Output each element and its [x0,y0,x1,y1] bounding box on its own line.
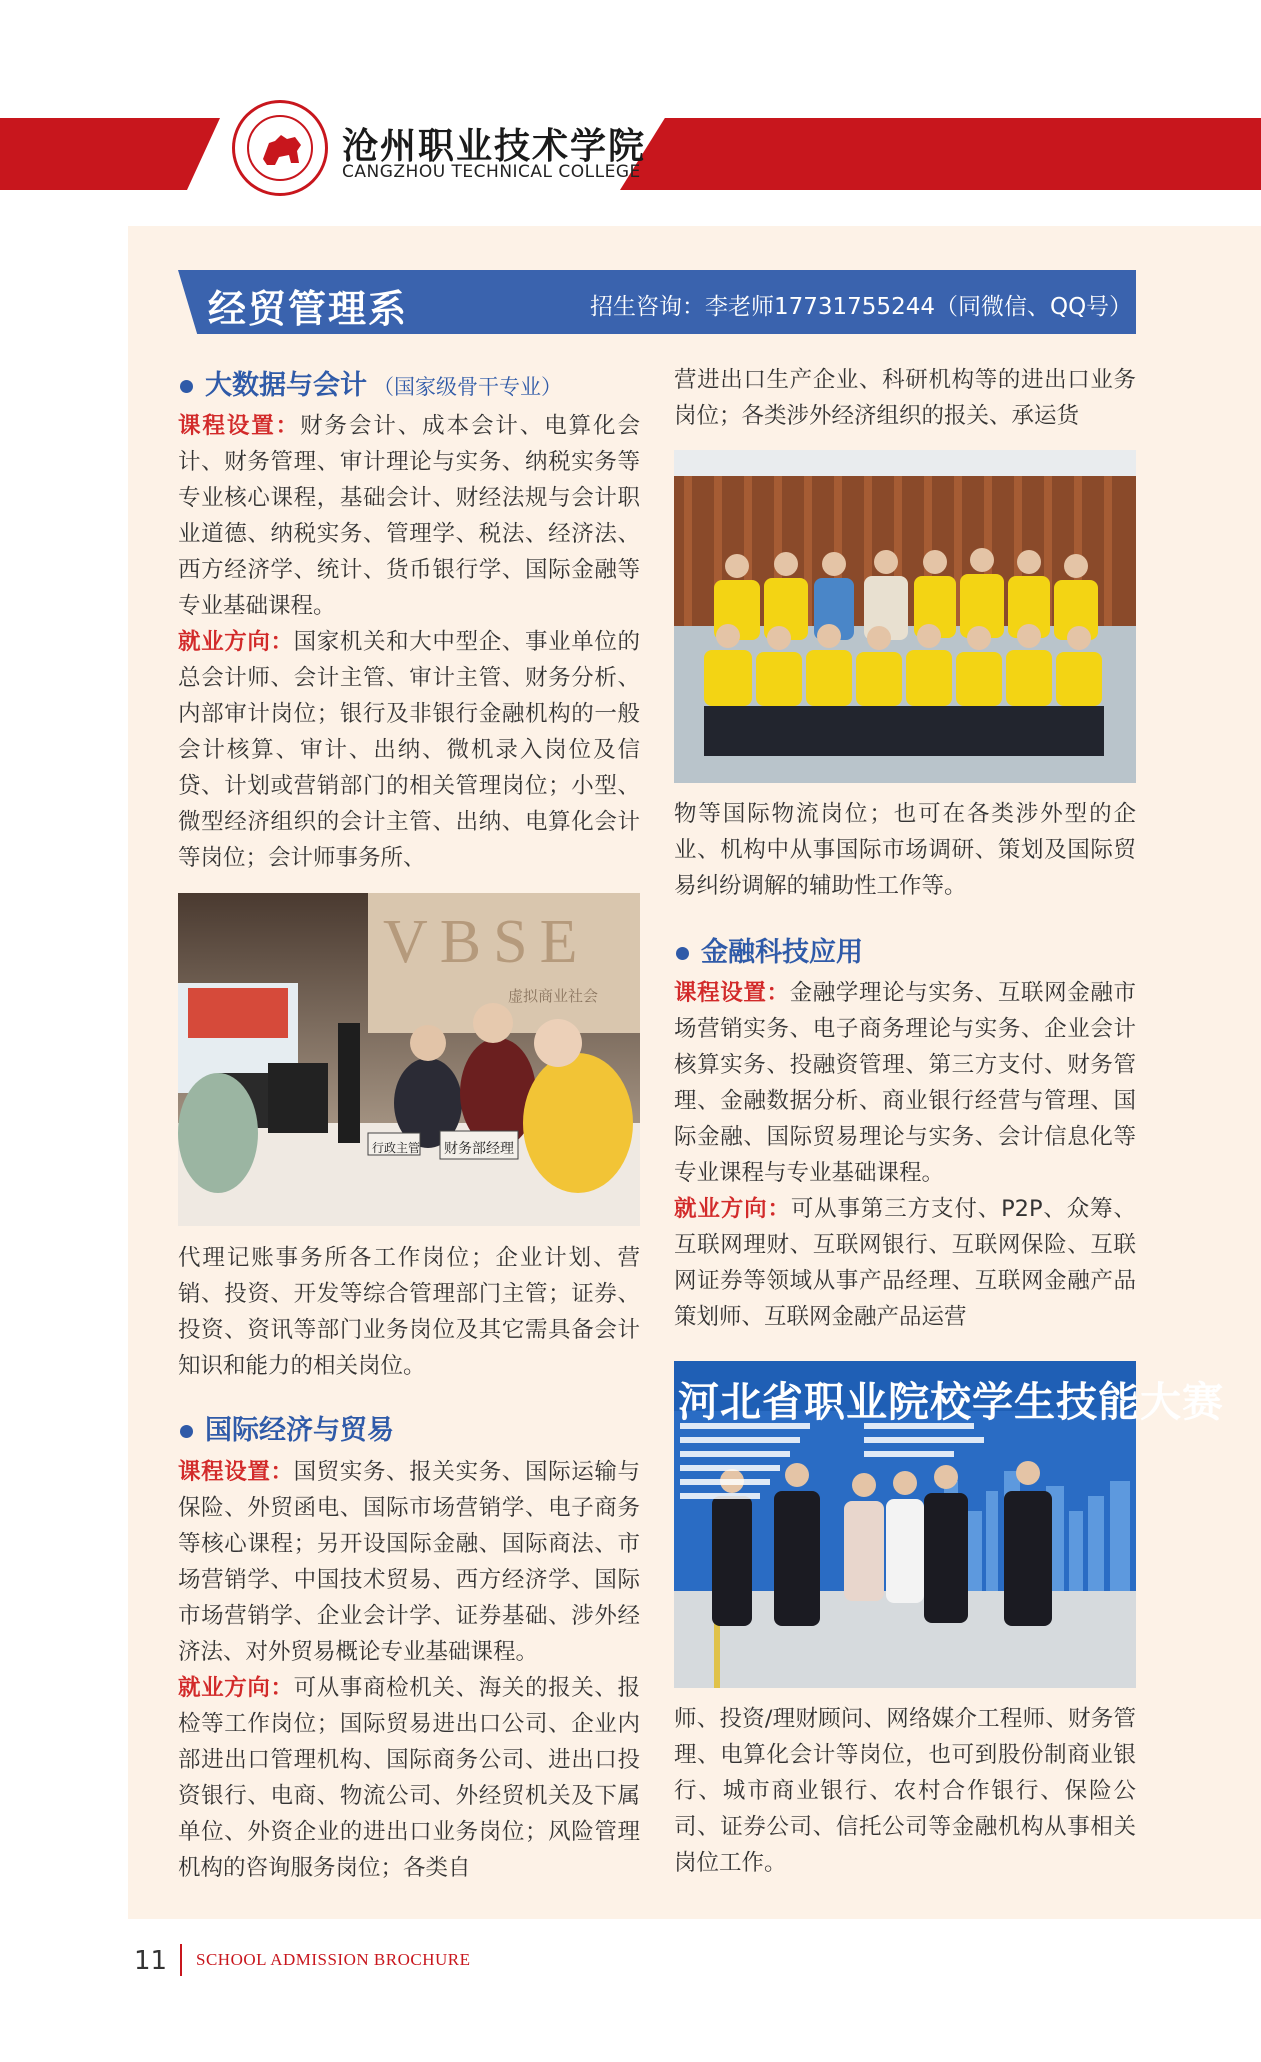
vbse-subsign: 虚拟商业社会 [508,987,599,1005]
desk-sign-admin: 行政主管 [372,1141,421,1155]
big-data-courses: 课程设置：财务会计、成本会计、电算化会计、财务管理、审计理论与实务、纳税实务等专业核心课程，基础会计、财经法规与会计职业道德、纳税实务、管理学、税法、经济法、西方经济学、统计、货币银行学、国际金融等专业基础课程。 [178,413,640,619]
trade-jobs: 就业方向：可从事商检机关、海关的报关、报检等工作岗位；国际贸易进出口公司、企业内部进出口管理机构、国际商务公司、进出口投资银行、电商、物流公司、外经贸机关及下属单位、外资企业的进出口业务岗位；风险管理机构的咨询服务岗位；各类自 [178,1675,640,1881]
job-label: 就业方向： [674,1196,791,1222]
bullet-icon [180,1425,193,1438]
course-label: 课程设置： [178,1459,294,1485]
fintech-jobs-continued: 师、投资/理财顾问、网络媒介工程师、财务管理、电算化会计等岗位，也可到股份制商业银行、城市商业银行、农村合作银行、保险公司、证券公司、信托公司等金融机构从事相关岗位工作。 [674,1706,1136,1876]
contest-banner: 河北省职业院校学生技能大赛 [678,1378,1224,1426]
fintech-courses: 课程设置：金融学理论与实务、互联网金融市场营销实务、电子商务理论与实务、企业会计核算实务、投融资管理、第三方支付、财务管理、金融数据分析、商业银行经营与管理、国际金融、国际贸易理论与实务、会计信息化等专业课程与专业基础课程。 [674,980,1136,1186]
vbse-classroom-photo [178,893,640,1226]
course-label: 课程设置： [178,413,301,439]
trade-body [178,1454,640,1886]
vbse-sign: VBSE [383,908,590,976]
job-label: 就业方向： [178,629,294,655]
header-band-right [620,118,1261,190]
desk-sign-finance: 财务部经理 [444,1141,514,1157]
major-heading-big-data: 大数据与会计 （国家级骨干专业） [180,363,562,402]
trade-courses: 课程设置：国贸实务、报关实务、国际运输与保险、外贸函电、国际市场营销学、电子商务等核心课程；另开设国际金融、国际商法、市场营销学、中国技术贸易、西方经济学、国际市场营销学、企业会计学、证券基础、涉外经济法、对外贸易概论专业基础课程。 [178,1459,640,1665]
skills-contest-photo [674,1361,1224,1688]
page-number: 11 [134,1946,168,1976]
fintech-jobs: 就业方向：可从事第三方支付、P2P、众筹、互联网理财、互联网银行、互联网保险、互联网证券等领域从事产品经理、互联网金融产品策划师、互联网金融产品运营 [674,1196,1136,1330]
college-name-en: CANGZHOU TECHNICAL COLLEGE [342,162,641,182]
trade-jobs-continued: 营进出口生产企业、科研机构等的进出口业务岗位；各类涉外经济组织的报关、承运货 [674,367,1136,429]
fintech-body [674,975,1136,1335]
major-tag: （国家级骨干专业） [373,375,562,399]
college-name-cn: 沧州职业技术学院 [342,126,647,167]
big-data-jobs: 就业方向：国家机关和大中型企、事业单位的总会计师、会计主管、审计主管、财务分析、内部审计岗位；银行及非银行金融机构的一般会计核算、审计、出纳、微机录入岗位及信贷、计划或营销部门的相关管理岗位；小型、微型经济组织的会计主管、出纳、电算化会计等岗位；会计师事务所、 [178,629,640,871]
footer-divider [180,1944,182,1976]
department-contact: 招生咨询：李老师17731755244（同微信、QQ号） [590,294,1133,320]
brochure-label: SCHOOL ADMISSION BROCHURE [196,1950,471,1969]
job-label: 就业方向： [178,1675,294,1701]
big-data-jobs-continued: 代理记账事务所各工作岗位；企业计划、营销、投资、开发等综合管理部门主管；证券、投资、资讯等部门业务岗位及其它需具备会计知识和能力的相关岗位。 [178,1245,640,1379]
department-title: 经贸管理系 [208,287,409,331]
bullet-icon [180,380,193,393]
trade-jobs-final: 物等国际物流岗位；也可在各类涉外型的企业、机构中从事国际市场调研、策划及国际贸易纠纷调解的辅助性工作等。 [674,801,1136,899]
group-photo-yellow-shirts [674,450,1136,783]
course-label: 课程设置： [674,980,790,1006]
major-heading-fintech: 金融科技应用 [676,930,863,969]
header-band-left [0,118,220,190]
bullet-icon [676,947,689,960]
big-data-body [178,408,640,876]
major-heading-trade: 国际经济与贸易 [180,1408,394,1447]
college-logo [232,100,328,196]
